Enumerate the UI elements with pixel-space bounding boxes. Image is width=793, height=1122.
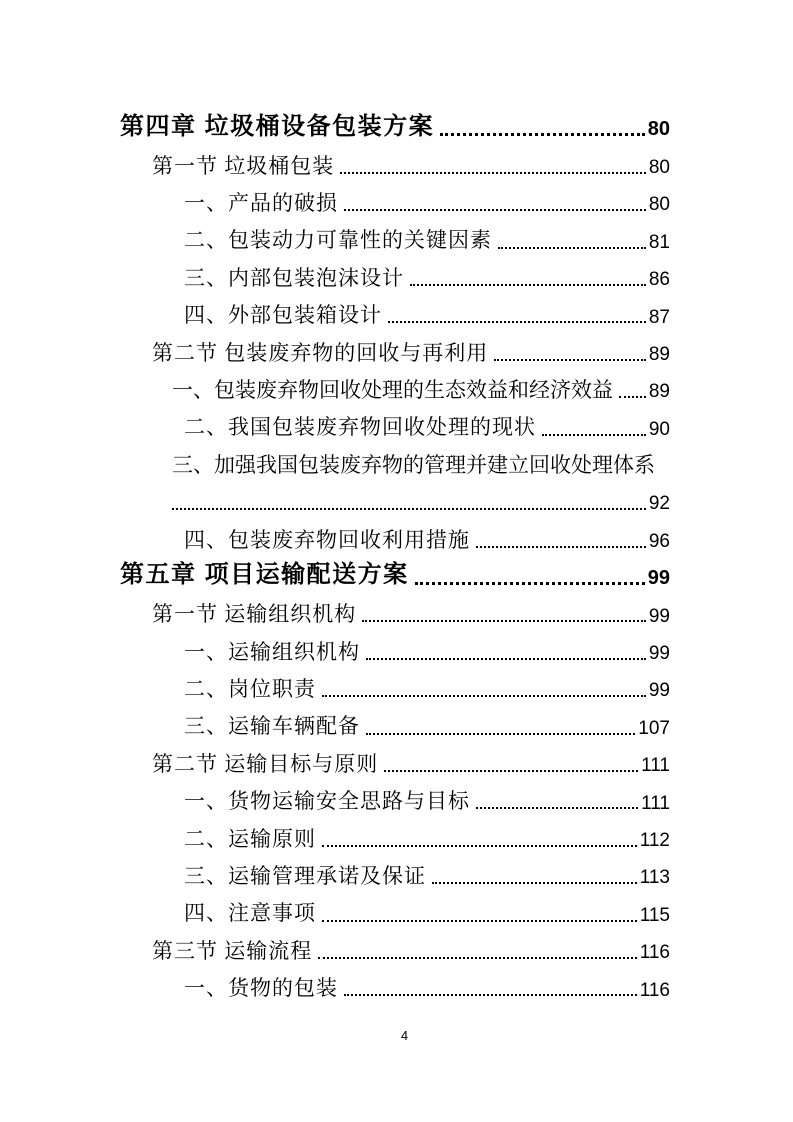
- toc-page-number: 92: [648, 493, 670, 515]
- toc-page-number: 80: [648, 194, 670, 216]
- toc-entry[interactable]: [120, 889, 670, 926]
- dot-leader: [344, 994, 637, 996]
- dot-leader: [322, 845, 637, 847]
- toc-entry-text: 一、货物运输安全思路与目标: [184, 789, 470, 814]
- toc-entry[interactable]: [120, 702, 670, 739]
- dot-leader: [344, 209, 646, 211]
- toc-entry-text: 第二节 包装废弃物的回收与再利用: [152, 340, 489, 365]
- toc-entry-text: 第一节 垃圾桶包装: [152, 153, 335, 178]
- dot-leader: [172, 508, 646, 510]
- dot-leader: [366, 658, 646, 660]
- toc-page-number: 89: [648, 381, 670, 403]
- toc-page-number: 80: [647, 118, 670, 141]
- toc-page-number: 107: [638, 717, 670, 739]
- dot-leader: [542, 434, 646, 436]
- dot-leader: [322, 920, 637, 922]
- dot-leader: [410, 284, 646, 286]
- dot-leader: [432, 882, 637, 884]
- toc-entry-text: 三、运输管理承诺及保证: [184, 864, 426, 889]
- toc-entry-text: 二、我国包装废弃物回收处理的现状: [184, 415, 536, 440]
- dot-leader: [619, 396, 646, 398]
- toc-entry-text: 第四章 垃圾桶设备包装方案: [120, 112, 435, 140]
- dot-leader: [476, 807, 638, 809]
- toc-entry[interactable]: [120, 441, 670, 478]
- toc-entry-text: 一、货物的包装: [184, 976, 338, 1001]
- dot-leader: [362, 620, 646, 622]
- toc-page-number: 80: [648, 156, 670, 178]
- toc-entry[interactable]: [120, 179, 670, 216]
- toc-entry-text: 四、注意事项: [184, 901, 316, 926]
- toc-page-number: 99: [648, 680, 670, 702]
- toc-entry-text: 三、运输车辆配备: [184, 714, 360, 739]
- toc-entry[interactable]: [120, 553, 670, 590]
- toc-page-number: 111: [641, 755, 670, 777]
- toc-page-number: 115: [639, 904, 670, 926]
- toc-entry[interactable]: [120, 366, 670, 403]
- toc-entry[interactable]: [120, 515, 670, 552]
- toc-page-number: 99: [647, 567, 670, 590]
- dot-leader: [415, 582, 645, 585]
- dot-leader: [440, 133, 645, 136]
- toc-entry-text: 第三节 运输流程: [152, 938, 313, 963]
- toc-entry-text: 三、加强我国包装废弃物的管理并建立回收处理体系: [172, 452, 655, 477]
- toc-entry[interactable]: [120, 590, 670, 627]
- toc-page-number: 116: [639, 942, 670, 964]
- dot-leader: [388, 321, 646, 323]
- toc-entry[interactable]: [120, 927, 670, 964]
- toc-entry[interactable]: [120, 852, 670, 889]
- dot-leader: [318, 957, 636, 959]
- toc-entry-text: 二、运输原则: [184, 826, 316, 851]
- toc-entry-continuation[interactable]: [120, 478, 670, 515]
- toc-page-number: 96: [648, 530, 670, 552]
- toc-entry[interactable]: [120, 104, 670, 141]
- toc-page-number: 99: [648, 605, 670, 627]
- toc-page-number: 89: [648, 343, 670, 365]
- dot-leader: [494, 359, 646, 361]
- toc-entry[interactable]: [120, 814, 670, 851]
- toc-entry-text: 四、包装废弃物回收利用措施: [184, 527, 470, 552]
- toc-entry[interactable]: [120, 665, 670, 702]
- toc-entry[interactable]: [120, 403, 670, 440]
- toc-entry-text: 第五章 项目运输配送方案: [120, 561, 409, 589]
- toc-page-number: 112: [639, 829, 670, 851]
- page-footer: [0, 1028, 793, 1043]
- dot-leader: [498, 247, 646, 249]
- toc-page-number: 99: [648, 643, 670, 665]
- footer-page-number: 4: [400, 1028, 409, 1043]
- toc-page-number: 86: [648, 269, 670, 291]
- toc-entry-text: 一、运输组织机构: [184, 639, 360, 664]
- toc-entry[interactable]: [120, 740, 670, 777]
- dot-leader: [322, 695, 646, 697]
- toc-page-number: 111: [641, 792, 670, 814]
- toc-entry[interactable]: [120, 141, 670, 178]
- toc-entry-text: 三、内部包装泡沫设计: [184, 265, 404, 290]
- dot-leader: [366, 733, 635, 735]
- toc-page-number: 81: [648, 231, 670, 253]
- dot-leader: [340, 172, 646, 174]
- toc-entry-text: 四、外部包装箱设计: [184, 303, 382, 328]
- toc-entry[interactable]: [120, 254, 670, 291]
- toc-entry[interactable]: [120, 291, 670, 328]
- toc-page-number: 113: [639, 867, 670, 889]
- toc-entry-text: 二、包装动力可靠性的关键因素: [184, 228, 492, 253]
- table-of-contents: [120, 104, 670, 1001]
- toc-entry[interactable]: [120, 627, 670, 664]
- toc-page-number: 116: [639, 979, 670, 1001]
- toc-page-number: 90: [648, 418, 670, 440]
- toc-entry[interactable]: [120, 777, 670, 814]
- toc-entry-text: 二、岗位职责: [184, 677, 316, 702]
- toc-entry-text: 一、包装废弃物回收处理的生态效益和经济效益: [172, 377, 613, 402]
- toc-entry[interactable]: [120, 328, 670, 365]
- toc-entry[interactable]: [120, 216, 670, 253]
- toc-entry-text: 第二节 运输目标与原则: [152, 751, 379, 776]
- dot-leader: [476, 546, 646, 548]
- toc-entry-text: 第一节 运输组织机构: [152, 602, 357, 627]
- toc-entry-text: 一、产品的破损: [184, 190, 338, 215]
- toc-entry[interactable]: [120, 964, 670, 1001]
- toc-page-number: 87: [648, 306, 670, 328]
- dot-leader: [384, 770, 638, 772]
